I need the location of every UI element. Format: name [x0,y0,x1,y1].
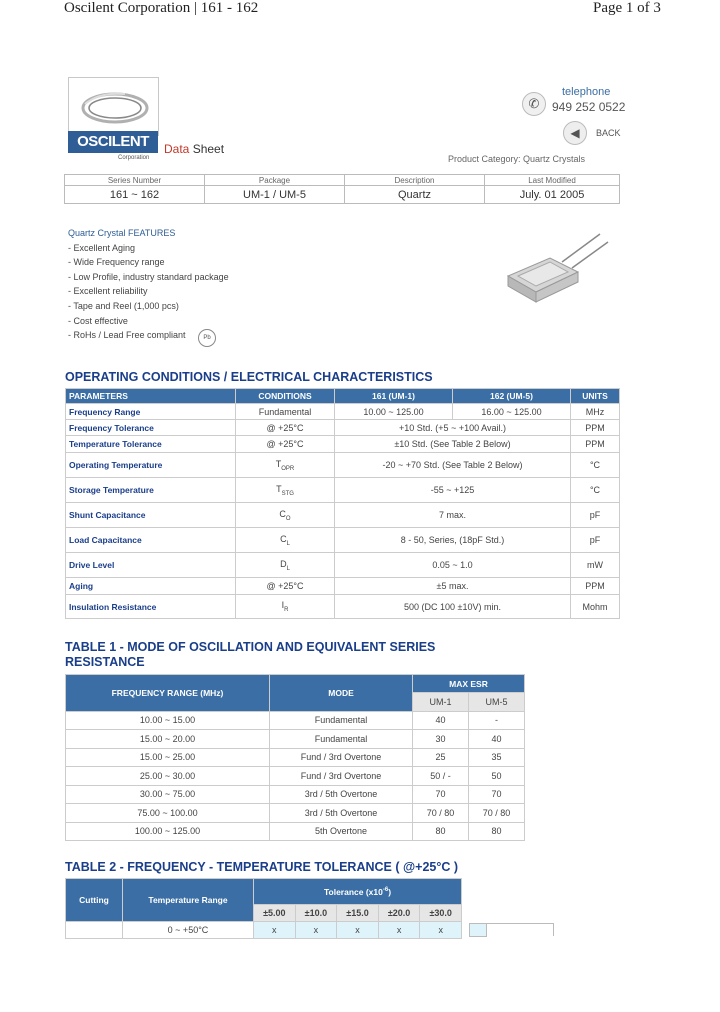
last-modified-label: Last Modified [485,175,620,186]
param-condition: $D_L$ [236,553,335,578]
header-temperature-range: Temperature Range [123,879,254,922]
header-cutting: Cutting [66,879,123,922]
esr-um5-cell: 70 [469,785,525,804]
features-title: Quartz Crystal FEATURES [68,228,176,238]
esr-um5-cell: 70 / 80 [469,804,525,823]
last-modified-value: July. 01 2005 [485,186,620,204]
param-value-162: 16.00 ~ 125.00 [453,404,571,420]
freq-range-cell: 30.00 ~ 75.00 [66,785,270,804]
header-max-esr: MAX ESR [413,675,525,693]
mode-cell: Fundamental [270,711,413,730]
header-um1: UM-1 [413,693,469,712]
esr-um1-cell: 80 [413,822,469,841]
esr-um5-cell: 35 [469,748,525,767]
quartz-crystal-image [500,228,620,308]
tolerance-5: ±5.00 [254,905,296,922]
esr-um5-cell: - [469,711,525,730]
param-value: 7 max. [335,503,571,528]
esr-um1-cell: 25 [413,748,469,767]
param-value: -20 ~ +70 Std. (See Table 2 Below) [335,453,571,478]
series-info-table [64,174,620,204]
header-tolerance: Tolerance $(x10^{-6})$ [254,879,462,905]
feature-item: - Cost effective [68,315,128,326]
param-unit: pF [571,503,620,528]
esr-um1-cell: 70 / 80 [413,804,469,823]
sheet-word: Sheet [192,142,225,156]
logo-ring-frame [68,77,159,136]
legend-box [487,923,554,936]
param-value: 500 (DC 100 ±10V) min. [335,595,571,619]
param-condition: @ +25°C [236,436,335,453]
esr-um5-cell: 40 [469,730,525,749]
mode-cell: 5th Overtone [270,822,413,841]
header-161: 161 (UM-1) [335,389,453,404]
feature-item: - Excellent reliability [68,286,148,297]
param-condition: @ +25°C [236,578,335,595]
param-value: 0.05 ~ 1.0 [335,553,571,578]
tolerance-10: ±10.0 [295,905,337,922]
freq-range-cell: 25.00 ~ 30.00 [66,767,270,786]
param-unit: MHz [571,404,620,420]
series-label: Series Number [65,175,205,186]
param-name: Aging [66,578,236,595]
logo-brand: OSCILENT [68,131,158,153]
description-label: Description [345,175,485,186]
feature-item: - RoHs / Lead Free compliant [68,330,186,341]
mode-cell: Fundamental [270,730,413,749]
tolerance-mark: x [378,922,420,939]
header-units: UNITS [571,389,620,404]
tolerance-15: ±15.0 [337,905,379,922]
description-value: Quartz [345,186,485,204]
esr-um5-cell: 50 [469,767,525,786]
tolerance-20: ±20.0 [378,905,420,922]
rohs-pb-free-icon: Pb [198,329,216,347]
mode-cell: Fund / 3rd Overtone [270,748,413,767]
electrical-characteristics-table [65,388,620,619]
temperature-tolerance-table [65,878,462,939]
param-value: +10 Std. (+5 ~ +100 Avail.) [335,420,571,436]
param-condition: Fundamental [236,404,335,420]
param-name: Insulation Resistance [66,595,236,619]
param-unit: °C [571,453,620,478]
param-value: 8 - 50, Series, (18pF Std.) [335,528,571,553]
param-condition: $C_O$ [236,503,335,528]
param-unit: °C [571,478,620,503]
header-conditions: CONDITIONS [236,389,335,404]
esr-um1-cell: 40 [413,711,469,730]
temp-range-cell: 0 ~ +50°C [123,922,254,939]
param-value: ±5 max. [335,578,571,595]
back-arrow-icon[interactable]: ◀ [563,121,587,145]
telephone-number[interactable]: 949 252 0522 [552,100,626,114]
feature-item: - Excellent Aging [68,242,136,253]
legend-swatch [469,923,487,937]
esr-um1-cell: 70 [413,785,469,804]
tolerance-mark: x [295,922,337,939]
mode-cell: Fund / 3rd Overtone [270,767,413,786]
param-value-161: 10.00 ~ 125.00 [335,404,453,420]
freq-range-cell: 10.00 ~ 15.00 [66,711,270,730]
freq-range-cell: 15.00 ~ 25.00 [66,748,270,767]
param-name: Shunt Capacitance [66,503,236,528]
table1-title: TABLE 1 - MODE OF OSCILLATION AND EQUIVALENT SERIES RESISTANCE [65,640,436,669]
param-value: -55 ~ +125 [335,478,571,503]
header-mode: MODE [270,675,413,712]
param-unit: PPM [571,436,620,453]
param-name: Storage Temperature [66,478,236,503]
param-name: Load Capacitance [66,528,236,553]
mode-cell: 3rd / 5th Overtone [270,804,413,823]
logo-ring-icon [69,78,158,135]
tolerance-mark: x [420,922,462,939]
param-unit: Mohm [571,595,620,619]
package-value: UM-1 / UM-5 [205,186,345,204]
back-link[interactable]: BACK [596,128,621,138]
param-unit: pF [571,528,620,553]
param-condition: $C_L$ [236,528,335,553]
param-unit: PPM [571,420,620,436]
document-title: Oscilent Corporation | 161 - 162 [64,0,259,16]
param-condition: $T_{OPR}$ [236,453,335,478]
table2-title: TABLE 2 - FREQUENCY - TEMPERATURE TOLERANCE ( @+25°C ) [65,860,459,874]
esr-um5-cell: 80 [469,822,525,841]
header-162: 162 (UM-5) [453,389,571,404]
package-label: Package [205,175,345,186]
features-list [68,226,229,343]
tolerance-mark: x [254,922,296,939]
esr-um1-cell: 30 [413,730,469,749]
cutting-cell [66,922,123,939]
electrical-section-title: OPERATING CONDITIONS / ELECTRICAL CHARACTERISTICS [65,370,433,384]
mode-cell: 3rd / 5th Overtone [270,785,413,804]
param-unit: PPM [571,578,620,595]
freq-range-cell: 75.00 ~ 100.00 [66,804,270,823]
tolerance-mark: x [337,922,379,939]
param-value: ±10 Std. (See Table 2 Below) [335,436,571,453]
param-unit: mW [571,553,620,578]
mode-esr-table [65,674,525,841]
header-um5: UM-5 [469,693,525,712]
product-category: Product Category: Quartz Crystals [448,154,586,164]
data-sheet-label [164,142,224,156]
feature-item: - Tape and Reel (1,000 pcs) [68,300,179,311]
freq-range-cell: 100.00 ~ 125.00 [66,822,270,841]
header-frequency-range: FREQUENCY RANGE (MHz) [66,675,270,712]
feature-item: - Wide Frequency range [68,257,165,268]
series-value: 161 ~ 162 [65,186,205,204]
esr-um1-cell: 50 / - [413,767,469,786]
param-condition: @ +25°C [236,420,335,436]
header-parameters: PARAMETERS [66,389,236,404]
feature-item: - Low Profile, industry standard package [68,271,229,282]
telephone-icon[interactable]: ✆ [522,92,546,116]
oscilent-logo[interactable] [68,77,158,163]
param-name: Frequency Range [66,404,236,420]
page-indicator: Page 1 of 3 [593,0,661,16]
param-name: Frequency Tolerance [66,420,236,436]
freq-range-cell: 15.00 ~ 20.00 [66,730,270,749]
param-condition: $T_{STG}$ [236,478,335,503]
telephone-label: telephone [562,86,611,98]
param-name: Operating Temperature [66,453,236,478]
data-word: Data [164,142,190,156]
param-condition: $I_R$ [236,595,335,619]
param-name: Temperature Tolerance [66,436,236,453]
logo-corporation: Corporation [118,155,150,161]
param-name: Drive Level [66,553,236,578]
tolerance-30: ±30.0 [420,905,462,922]
